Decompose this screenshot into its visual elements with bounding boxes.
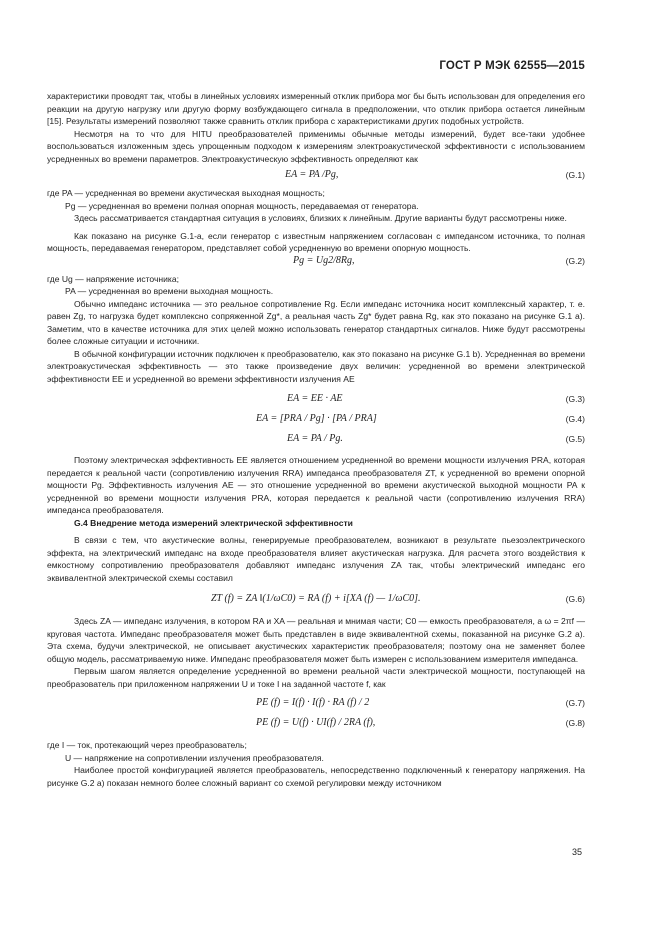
definition: Pg — усредненная во времени полная опорная мощность, передаваемая от генератора. (65, 200, 419, 211)
equation-g6 (47, 593, 585, 606)
equation-g4 (47, 413, 585, 426)
paragraph: В обычной конфигурации источник подключен к преобразователю, как это показано на рисунке G.1 b). Усредненная во времени электроакустическая эффективность — это также произведение двух величин: усредненной во времени электрической эффективности EE и усредненной во времени эффективности излучения AE (47, 348, 585, 384)
definition: PA — усредненная во времени выходная мощность. (65, 286, 274, 296)
paragraph: Несмотря на то что для HITU преобразователей применимы обычные методы измерений, будет все-таки удобнее воспользоваться изложенным здесь упрощенным подходом к измерениям электроакустической эффективности с использованием усредненных во времени параметров. Электроакустическую эффективность определяют как (47, 128, 585, 164)
equation-number: (G.8) (565, 718, 585, 728)
equation-text: PE (f) = I(f) · I(f) · RA (f) / 2 (256, 697, 370, 708)
equation-number: (G.1) (565, 170, 585, 180)
equation-text: PE (f) = U(f) · UI(f) / 2RA (f), (256, 717, 376, 728)
equation-text: EA = EE · AE (287, 393, 343, 404)
equation-number: (G.4) (565, 414, 585, 424)
paragraph: характеристики проводят так, чтобы в линейных условиях измеренный отклик прибора мог бы быть использован для определения его реакции на другую нагрузку или другую форму возбуждающего сигнала в предположении, что отклик прибора остается линейным [15]. Результаты измерений позволяют также сравнить отклик прибора с характеристиками других подобных устройств. (47, 91, 585, 126)
equation-number: (G.2) (565, 255, 585, 266)
document-id-header: ГОСТ Р МЭК 62555—2015 (439, 60, 585, 72)
equation-text: ZT (f) = ZA ‖(1/ωC0) = RA (f) + i[XA (f) — 1/ωC0]. (211, 593, 421, 604)
paragraph: Наиболее простой конфигурацией является преобразователь, непосредственно подключенный к генератору напряжения. На рисунке G.2 а) показан немного более сложный вариант со схемой регулировки между источником (47, 765, 585, 788)
paragraph: Первым шагом является определение усредненной во времени реальной части электрической мощности, поступающей на преобразователь при приложенном напряжении U и токе I на заданной частоте f, как (47, 666, 585, 689)
page-body (47, 90, 585, 789)
section-heading: G.4 Внедрение метода измерений электрической эффективности (74, 517, 353, 528)
equation-text: Pg = Ug2/8Rg, (293, 254, 355, 266)
definition: где I — ток, протекающий через преобразователь; (47, 740, 247, 750)
equation-g7 (47, 697, 585, 710)
equation-number: (G.7) (565, 698, 585, 708)
equation-number: (G.5) (565, 434, 585, 444)
definition: U — напряжение на сопротивлении излучения преобразователя. (65, 752, 324, 763)
equation-number: (G.6) (565, 594, 585, 604)
equation-g5 (47, 433, 585, 446)
paragraph: В связи с тем, что акустические волны, генерируемые преобразователем, возникают в результате пьезоэлектрического эффекта, на электрический импеданс на входе преобразователя влияет акустическая нагрузка. Для расчета этого воздействия к емкостному сопротивлению преобразователя добавляют импеданс излучения ZA так, чтобы электрический импеданс его эквивалентной электрической схемы составил (47, 535, 585, 583)
equation-g1 (47, 169, 585, 182)
page-number: 35 (571, 847, 582, 857)
paragraph: Здесь ZA — импеданс излучения, в котором RA и XA — реальная и мнимая части; C0 — емкость преобразователя, а ω = 2πf — круговая частота. Импеданс преобразователя может быть представлен в виде эквивалентной схемы, показанной на рисунке G.2 а). Эта схема, будучи электрической, не описывает акустических характеристик преобразователя; поэтому она не заменяет более общую модель, рассматриваемую ниже. Импеданс преобразователя может быть измерен с использованием измерителя импеданса. (47, 616, 585, 664)
equation-g8 (47, 717, 585, 730)
paragraph: Как показано на рисунке G.1-a, если генератор с известным напряжением согласован с импедансом источника, то полная мощность, передаваемая генератором, представляет собой усредненную во времени опорную мощность. (47, 230, 585, 253)
equation-g2 (47, 255, 585, 268)
definition: где PA — усредненная во времени акустическая выходная мощность; (47, 188, 325, 198)
paragraph: Обычно импеданс источника — это реальное сопротивление Rg. Если импеданс источника носит комплексный характер, т. е. равен Zg, то нагрузка будет комплексно сопряженной Zg*, а реальная часть Zg* будет равна Rg, как это показано на рисунке G.1 a). Заметим, что в качестве источника для этих целей можно использовать генератор стандартных сигналов. Ниже будут рассмотрены более сложные ситуации и источники. (47, 298, 585, 346)
equation-text: EA = PA /Pg, (285, 169, 339, 180)
definition: где Ug — напряжение источника; (47, 273, 179, 284)
equation-number: (G.3) (565, 394, 585, 404)
equation-text: EA = PA / Pg. (287, 433, 343, 444)
paragraph: Здесь рассматривается стандартная ситуация в условиях, близких к линейным. Другие варианты будут рассмотрены ниже. (74, 213, 567, 223)
equation-g3 (47, 393, 585, 406)
paragraph: Поэтому электрическая эффективность EE является отношением усредненной во времени мощности излучения PRA, которая передается к реальной части (сопротивлению излучения RRA) импеданса преобразователя ZT, к усредненной во времени опорной мощности Pg. Эффективность излучения AE — это отношение усредненной во времени акустической выходной мощности PA к усредненной во времени мощности излучения PRA, которая передается к реальной части (сопротивлению излучения RRA) импеданса преобразователя. (47, 455, 585, 515)
equation-text: EA = [PRA / Pg] · [PA / PRA] (256, 413, 377, 424)
